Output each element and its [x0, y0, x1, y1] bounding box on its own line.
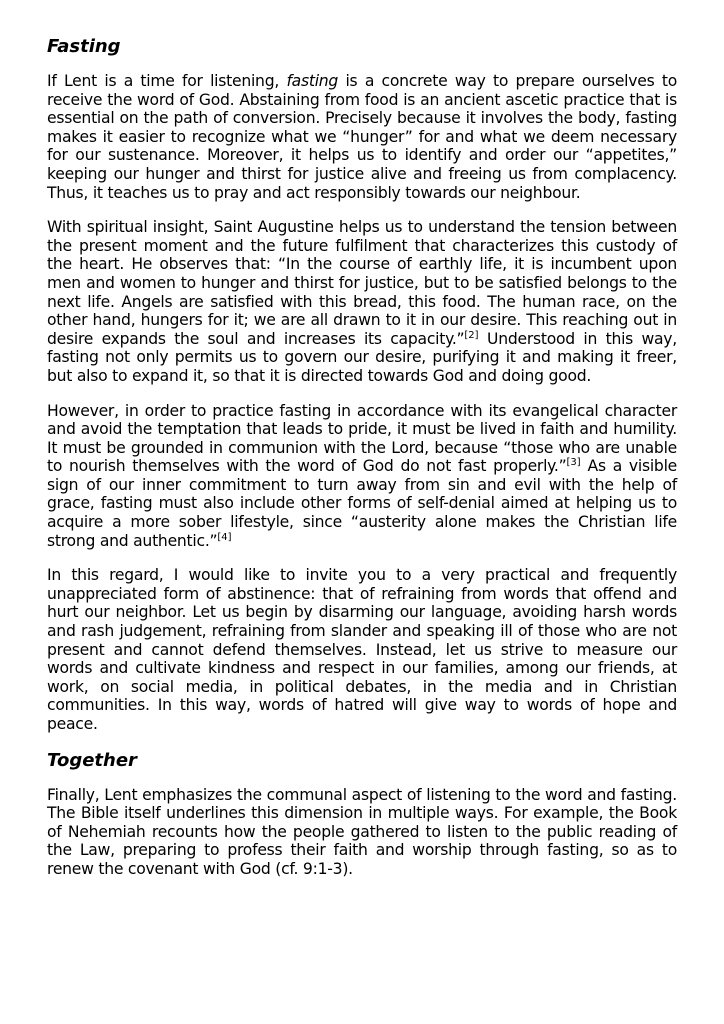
footnote-ref-3[interactable]: [3]: [566, 457, 581, 469]
emphasis-fasting: fasting: [286, 72, 339, 90]
paragraph-humility: [47, 402, 677, 551]
footnote-ref-4[interactable]: [4]: [217, 531, 232, 543]
paragraph-text: Understood in this way, fasting not only permits us to govern our desire, purifying it and making it freer, but also to expand it, so that it is directed towards God and doing good.: [47, 329, 677, 385]
paragraph-text: If Lent is a time for listening,: [47, 72, 287, 90]
paragraph-together: [47, 786, 677, 879]
paragraph-text: is a concrete way to prepare ourselves to receive the word of God. Abstaining from food is an ancient ascetic practice that is essential on the path of conversion. Precisely because it involves the body, fasting makes it easier to recognize what we “hunger” for and what we deem necessary for our sustenance. Moreover, it helps us to identify and order our “appetites,” keeping our hunger and thirst for justice alive and freeing us from complacency. Thus, it teaches us to pray and act responsibly towards our neighbour.: [47, 72, 677, 202]
section-heading-together: Together: [47, 749, 137, 771]
paragraph-abstinence: [47, 566, 677, 733]
paragraph-fasting-intro: [47, 72, 677, 202]
footnote-ref-2[interactable]: [2]: [464, 329, 479, 341]
paragraph-text: Finally, Lent emphasizes the communal aspect of listening to the word and fasting. The Bible itself underlines this dimension in multiple ways. For example, the Book of Nehemiah recounts how the people gathered to listen to the public reading of the Law, preparing to profess their faith and worship through fasting, so as to renew the covenant with God (cf. 9:1-3).: [47, 785, 677, 878]
paragraph-text: However, in order to practice fasting in accordance with its evangelical character and avoid the temptation that leads to pride, it must be lived in faith and humility. It must be grounded in communion with the Lord, because “those who are unable to nourish themselves with the word of God do not fast properly.”: [47, 401, 677, 476]
paragraph-augustine: [47, 218, 677, 385]
paragraph-text: With spiritual insight, Saint Augustine helps us to understand the tension between the present moment and the future fulfilment that characterizes this custody of the heart. He observes that: “In the course of earthly life, it is incumbent upon men and women to hunger and thirst for justice, but to be satisfied belongs to the next life. Angels are satisfied with this bread, this food. The human race, on the other hand, hungers for it; we are all drawn to it in our desire. This reaching out in desire expands the soul and increases its capacity.”: [47, 218, 677, 348]
document-page: [47, 36, 677, 895]
paragraph-text: As a visible sign of our inner commitment to turn away from sin and evil with the help of grace, fasting must also include other forms of self-denial aimed at helping us to acquire a more sober lifestyle, since “austerity alone makes the Christian life strong and authentic.”: [47, 457, 678, 550]
paragraph-text: In this regard, I would like to invite you to a very practical and frequently unappreciated form of abstinence: that of refraining from words that offend and hurt our neighbor. Let us begin by disarming our language, avoiding harsh words and rash judgement, refraining from slander and speaking ill of those who are not present and cannot defend themselves. Instead, let us strive to measure our words and cultivate kindness and respect in our families, among our friends, at work, on social media, in political debates, in the media and in Christian communities. In this way, words of hatred will give way to words of hope and peace.: [47, 566, 677, 733]
section-heading-fasting: Fasting: [47, 36, 121, 57]
